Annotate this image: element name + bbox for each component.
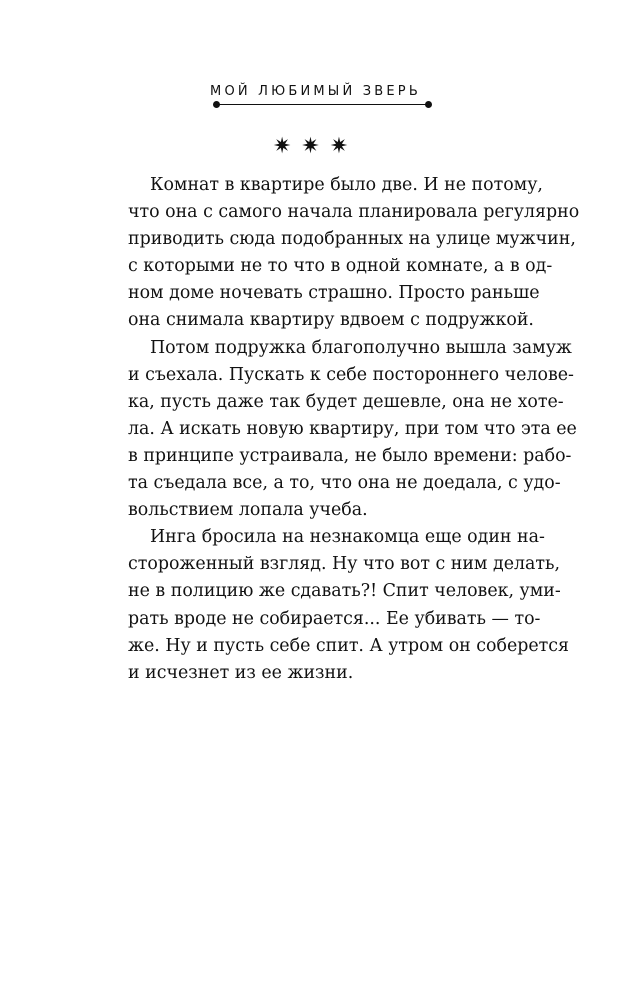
text-line: не в полицию же сдавать?! Спит человек, уми- bbox=[128, 581, 561, 602]
scene-break-star-icon: ✷ bbox=[301, 134, 330, 159]
text-line: Инга бросила на незнакомца еще один на- bbox=[150, 527, 545, 548]
running-head bbox=[0, 80, 631, 105]
text-line: ла. А искать новую квартиру, при том что эта ее bbox=[128, 418, 577, 439]
text-line: Комнат в квартире было две. И не потому, bbox=[150, 175, 543, 195]
text-line: та съедала все, а то, что она не доедала, с удо- bbox=[128, 473, 561, 494]
text-line: ка, пусть даже так будет дешевле, она не хоте- bbox=[128, 391, 564, 412]
text-line: и съехала. Пускать к себе постороннего челове- bbox=[128, 364, 574, 385]
paragraph-2 bbox=[128, 335, 577, 525]
rule-right-dot bbox=[425, 101, 432, 108]
paragraph-1 bbox=[128, 172, 580, 335]
text-line: же. Ну и пусть себе спит. А утром он соберется bbox=[128, 635, 570, 656]
text-line: с которыми не то что в одной комнате, а в од- bbox=[128, 256, 553, 277]
text-line: Потом подружка благополучно вышла замуж bbox=[150, 337, 572, 358]
text-line: в принципе устраивала, не было времени: рабо- bbox=[128, 445, 572, 466]
text-line: что она с самого начала планировала регулярно bbox=[128, 202, 580, 223]
text-line: приводить сюда подобранных на улице мужчин, bbox=[128, 229, 576, 250]
text-line: стороженный взгляд. Ну что вот с ним делать, bbox=[128, 554, 561, 575]
scene-break-star-icon: ✷ bbox=[272, 134, 302, 159]
text-line: рать вроде не собирается... Ее убивать — то- bbox=[128, 608, 541, 629]
text-line: ном доме ночевать страшно. Просто раньше bbox=[128, 283, 540, 304]
body-text bbox=[128, 172, 580, 687]
text-line: и исчезнет из ее жизни. bbox=[128, 662, 354, 683]
text-line: вольствием лопала учеба. bbox=[128, 500, 368, 521]
running-head-rule bbox=[218, 104, 428, 105]
paragraph-3 bbox=[128, 524, 570, 687]
rule-left-dot bbox=[213, 101, 220, 108]
text-line: она снимала квартиру вдвоем с подружкой. bbox=[128, 310, 534, 331]
scene-break-star-icon: ✷ bbox=[329, 134, 359, 159]
scene-break bbox=[0, 134, 631, 159]
running-head-title: МОЙ ЛЮБИМЫЙ ЗВЕРЬ bbox=[210, 84, 421, 99]
